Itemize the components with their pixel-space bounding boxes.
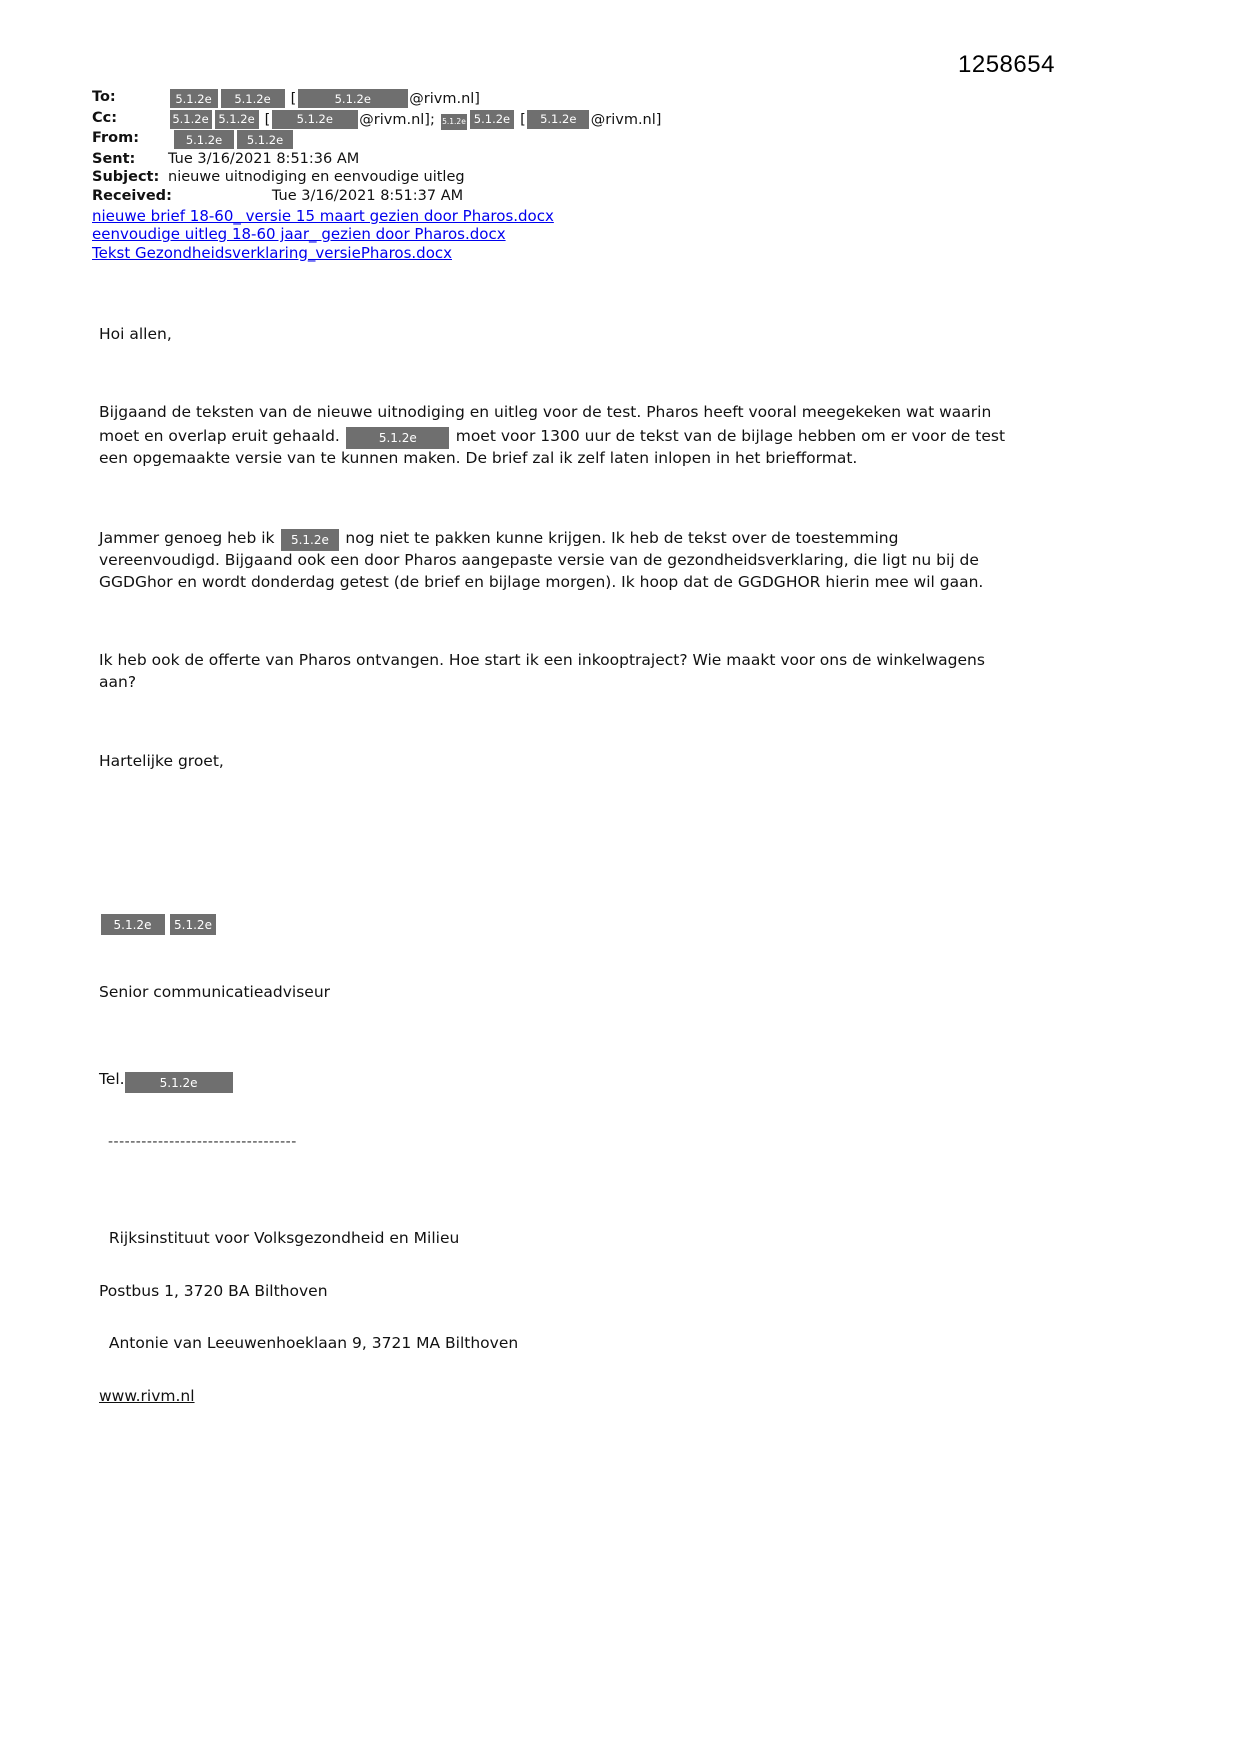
redaction-box: 5.1.2e <box>170 89 218 108</box>
redaction-box: 5.1.2e <box>441 114 467 130</box>
tel-label: Tel. <box>99 1070 125 1088</box>
text-segment: [ <box>260 111 271 128</box>
header-row-sent <box>92 150 1102 168</box>
header-label-to: To: <box>92 89 116 105</box>
attachment-link-3[interactable]: Tekst Gezondheidsverklaring_versiePharos.docx <box>92 243 452 262</box>
signature-divider: ---------------------------------- <box>108 1134 297 1150</box>
greeting-text: Hoi allen, <box>99 325 172 343</box>
redaction-box: 5.1.2e <box>298 89 408 108</box>
redaction-box: 5.1.2e <box>272 110 358 129</box>
email-message <box>92 88 1102 1528</box>
header-row-received <box>92 187 1102 205</box>
email-paragraph-1 <box>99 401 1011 469</box>
header-row-to <box>92 88 1102 108</box>
email-header <box>92 88 1102 205</box>
redaction-box: 5.1.2e <box>346 427 449 449</box>
text-segment: nog niet te pakken kunne krijgen. Ik heb de tekst over de toestemming vereenvoudigd. Bijgaand ook een door Pharos aangepaste versie van de gezondheidsverklaring, die ligt nu bij de GGDGhor en wordt donderdag getest (de brief en bijlage morgen). Ik hoop dat de GGDGHOR hierin mee wil gaan. <box>99 529 984 591</box>
header-label-received: Received: <box>92 187 172 204</box>
header-value-sent <box>168 150 1102 168</box>
redaction-box: 5.1.2e <box>221 89 285 108</box>
email-body <box>99 262 1011 1528</box>
org-name: Rijksinstituut voor Volksgezondheid en Milieu <box>99 1229 460 1247</box>
org-street: Antonie van Leeuwenhoeklaan 9, 3721 MA Bilthoven <box>99 1334 519 1352</box>
header-value-subject <box>168 168 1102 186</box>
text-segment: @rivm.nl] <box>590 111 662 128</box>
organization-address <box>99 1195 1011 1440</box>
redaction-box: 5.1.2e <box>281 529 339 551</box>
closing-text: Hartelijke groet, <box>99 752 224 770</box>
document-number: 1258654 <box>958 51 1055 78</box>
header-value-to <box>168 88 1102 108</box>
text-segment: Ik heb ook de offerte van Pharos ontvangen. Hoe start ik een inkooptraject? Wie maakt voor ons de winkelwagens aan? <box>99 651 990 691</box>
header-row-subject <box>92 168 1102 186</box>
email-paragraph-2 <box>99 525 1011 593</box>
text-segment: @rivm.nl]; <box>359 111 440 128</box>
redaction-box: 5.1.2e <box>215 110 259 129</box>
redaction-box: 5.1.2e <box>170 110 212 129</box>
text-segment: [ <box>286 91 297 107</box>
text-segment: Jammer genoeg heb ik <box>99 529 280 547</box>
signature-telephone <box>99 1067 1011 1089</box>
tel-value-redacted <box>125 1070 235 1088</box>
redaction-box: 5.1.2e <box>125 1072 233 1093</box>
attachment-link-2[interactable]: eenvoudige uitleg 18-60 jaar_ gezien door Pharos.docx <box>92 225 506 243</box>
text-segment: Tue 3/16/2021 8:51:36 AM <box>168 150 360 167</box>
email-signature <box>99 860 1011 1484</box>
header-row-cc <box>92 109 1102 129</box>
redaction-box: 5.1.2e <box>470 110 514 129</box>
signature-job-title: Senior communicatieadviseur <box>99 983 331 1001</box>
header-label-from: From: <box>92 130 139 146</box>
attachment-link-1[interactable]: nieuwe brief 18-60_ versie 15 maart gezien door Pharos.docx <box>92 206 554 225</box>
org-postbus: Postbus 1, 3720 BA Bilthoven <box>99 1281 328 1300</box>
attachment-list <box>92 207 1102 263</box>
text-segment: [ <box>515 111 526 128</box>
text-segment: moet voor 1300 uur de tekst van de bijlage hebben om er voor de test een opgemaakte versie van te kunnen maken. De brief zal ik zelf laten inlopen in het briefformat. <box>99 427 1010 467</box>
text-segment: Bijgaand de teksten van de nieuwe uitnodiging en uitleg voor de test. Pharos heeft vooral meegekeken wat waarin moet en overlap eruit gehaald. <box>99 403 997 445</box>
text-segment: Tue 3/16/2021 8:51:37 AM <box>271 187 464 204</box>
header-label-subject: Subject: <box>92 169 160 185</box>
header-row-from <box>92 129 1102 149</box>
redaction-box: 5.1.2e <box>101 914 165 935</box>
redaction-box: 5.1.2e <box>237 130 293 149</box>
header-value-cc <box>168 109 1102 129</box>
redaction-box: 5.1.2e <box>170 914 216 935</box>
redaction-box: 5.1.2e <box>527 110 589 129</box>
text-segment: @rivm.nl] <box>409 91 480 107</box>
redaction-box: 5.1.2e <box>174 130 234 149</box>
header-value-from <box>168 129 1102 149</box>
header-label-cc: Cc: <box>92 109 118 126</box>
header-value-received <box>172 187 1102 205</box>
signature-name-redacted <box>99 914 1011 936</box>
text-segment: nieuwe uitnodiging en eenvoudige uitleg <box>168 169 465 185</box>
rivm-website-link[interactable]: www.rivm.nl <box>99 1386 195 1405</box>
header-label-sent: Sent: <box>92 150 136 167</box>
email-paragraph-3 <box>99 649 1011 693</box>
